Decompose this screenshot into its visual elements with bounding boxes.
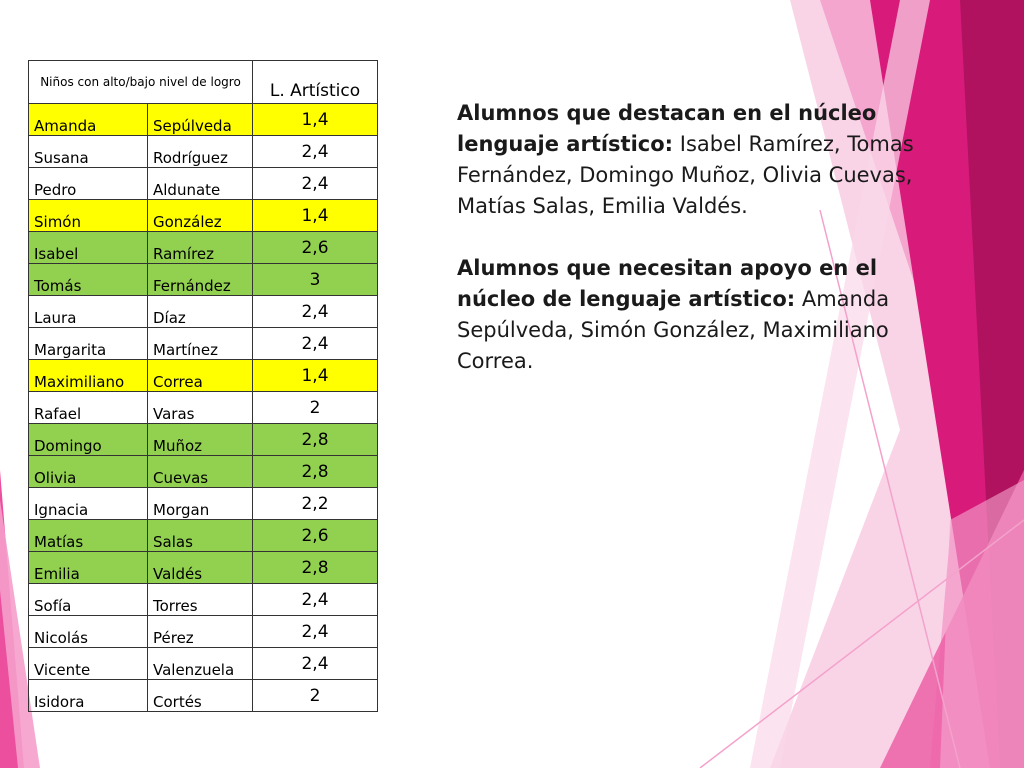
notes-panel bbox=[457, 98, 957, 408]
student-score: 2,8 bbox=[253, 456, 378, 488]
student-score: 2,4 bbox=[253, 328, 378, 360]
table-row bbox=[29, 680, 378, 712]
student-score: 1,4 bbox=[253, 360, 378, 392]
table-row bbox=[29, 648, 378, 680]
student-first-name: Pedro bbox=[29, 168, 148, 200]
notes-support-heading: Alumnos que necesitan apoyo en el núcleo de lenguaje artístico: bbox=[457, 256, 878, 311]
student-last-name: Muñoz bbox=[148, 424, 253, 456]
student-first-name: Simón bbox=[29, 200, 148, 232]
table-row bbox=[29, 200, 378, 232]
student-first-name: Vicente bbox=[29, 648, 148, 680]
facet-soft-pink bbox=[940, 480, 1024, 768]
student-score: 1,4 bbox=[253, 200, 378, 232]
student-score: 2,4 bbox=[253, 168, 378, 200]
student-score: 2 bbox=[253, 680, 378, 712]
table-row bbox=[29, 520, 378, 552]
student-first-name: Isabel bbox=[29, 232, 148, 264]
table-header-score: L. Artístico bbox=[253, 61, 378, 104]
table-row bbox=[29, 392, 378, 424]
student-last-name: Díaz bbox=[148, 296, 253, 328]
table-row bbox=[29, 136, 378, 168]
student-last-name: Torres bbox=[148, 584, 253, 616]
table-row bbox=[29, 232, 378, 264]
student-score: 2,6 bbox=[253, 520, 378, 552]
notes-outstanding-names: Isabel Ramírez, Tomas Fernández, Domingo Muñoz, Olivia Cuevas, Matías Salas, Emilia Valdés. bbox=[457, 132, 914, 218]
student-last-name: Rodríguez bbox=[148, 136, 253, 168]
student-score: 2,4 bbox=[253, 616, 378, 648]
student-score: 2,8 bbox=[253, 552, 378, 584]
student-score: 1,4 bbox=[253, 104, 378, 136]
table-row bbox=[29, 328, 378, 360]
table-row bbox=[29, 104, 378, 136]
student-first-name: Sofía bbox=[29, 584, 148, 616]
table-row bbox=[29, 296, 378, 328]
table-row bbox=[29, 552, 378, 584]
student-score: 2,4 bbox=[253, 136, 378, 168]
student-last-name: González bbox=[148, 200, 253, 232]
table-body bbox=[29, 104, 378, 712]
student-first-name: Ignacia bbox=[29, 488, 148, 520]
student-first-name: Amanda bbox=[29, 104, 148, 136]
student-last-name: Martínez bbox=[148, 328, 253, 360]
student-score: 2,4 bbox=[253, 648, 378, 680]
student-first-name: Nicolás bbox=[29, 616, 148, 648]
table-row bbox=[29, 168, 378, 200]
table-row bbox=[29, 456, 378, 488]
student-last-name: Salas bbox=[148, 520, 253, 552]
student-first-name: Tomás bbox=[29, 264, 148, 296]
notes-outstanding-heading: Alumnos que destacan en el núcleo lenguaje artístico: bbox=[457, 101, 877, 156]
student-first-name: Laura bbox=[29, 296, 148, 328]
table-row bbox=[29, 264, 378, 296]
student-score: 2,8 bbox=[253, 424, 378, 456]
student-first-name: Rafael bbox=[29, 392, 148, 424]
table-row bbox=[29, 616, 378, 648]
student-last-name: Ramírez bbox=[148, 232, 253, 264]
notes-support bbox=[457, 253, 957, 377]
student-first-name: Susana bbox=[29, 136, 148, 168]
student-score: 2 bbox=[253, 392, 378, 424]
student-score: 3 bbox=[253, 264, 378, 296]
table-header-title: Niños con alto/bajo nivel de logro bbox=[29, 61, 253, 104]
student-last-name: Aldunate bbox=[148, 168, 253, 200]
student-score: 2,4 bbox=[253, 584, 378, 616]
student-last-name: Valenzuela bbox=[148, 648, 253, 680]
student-first-name: Margarita bbox=[29, 328, 148, 360]
table-row bbox=[29, 584, 378, 616]
student-last-name: Varas bbox=[148, 392, 253, 424]
student-first-name: Olivia bbox=[29, 456, 148, 488]
student-last-name: Valdés bbox=[148, 552, 253, 584]
student-last-name: Fernández bbox=[148, 264, 253, 296]
table-header-row bbox=[29, 61, 378, 104]
student-score: 2,6 bbox=[253, 232, 378, 264]
achievement-table bbox=[28, 60, 378, 712]
table-row bbox=[29, 360, 378, 392]
student-last-name: Correa bbox=[148, 360, 253, 392]
table-row bbox=[29, 488, 378, 520]
student-score: 2,2 bbox=[253, 488, 378, 520]
notes-outstanding bbox=[457, 98, 957, 222]
student-first-name: Domingo bbox=[29, 424, 148, 456]
student-first-name: Matías bbox=[29, 520, 148, 552]
student-last-name: Cortés bbox=[148, 680, 253, 712]
student-last-name: Sepúlveda bbox=[148, 104, 253, 136]
student-last-name: Cuevas bbox=[148, 456, 253, 488]
student-last-name: Pérez bbox=[148, 616, 253, 648]
student-first-name: Emilia bbox=[29, 552, 148, 584]
student-score: 2,4 bbox=[253, 296, 378, 328]
student-first-name: Isidora bbox=[29, 680, 148, 712]
student-last-name: Morgan bbox=[148, 488, 253, 520]
table-row bbox=[29, 424, 378, 456]
notes-support-names: Amanda Sepúlveda, Simón González, Maximiliano Correa. bbox=[457, 287, 890, 373]
student-first-name: Maximiliano bbox=[29, 360, 148, 392]
